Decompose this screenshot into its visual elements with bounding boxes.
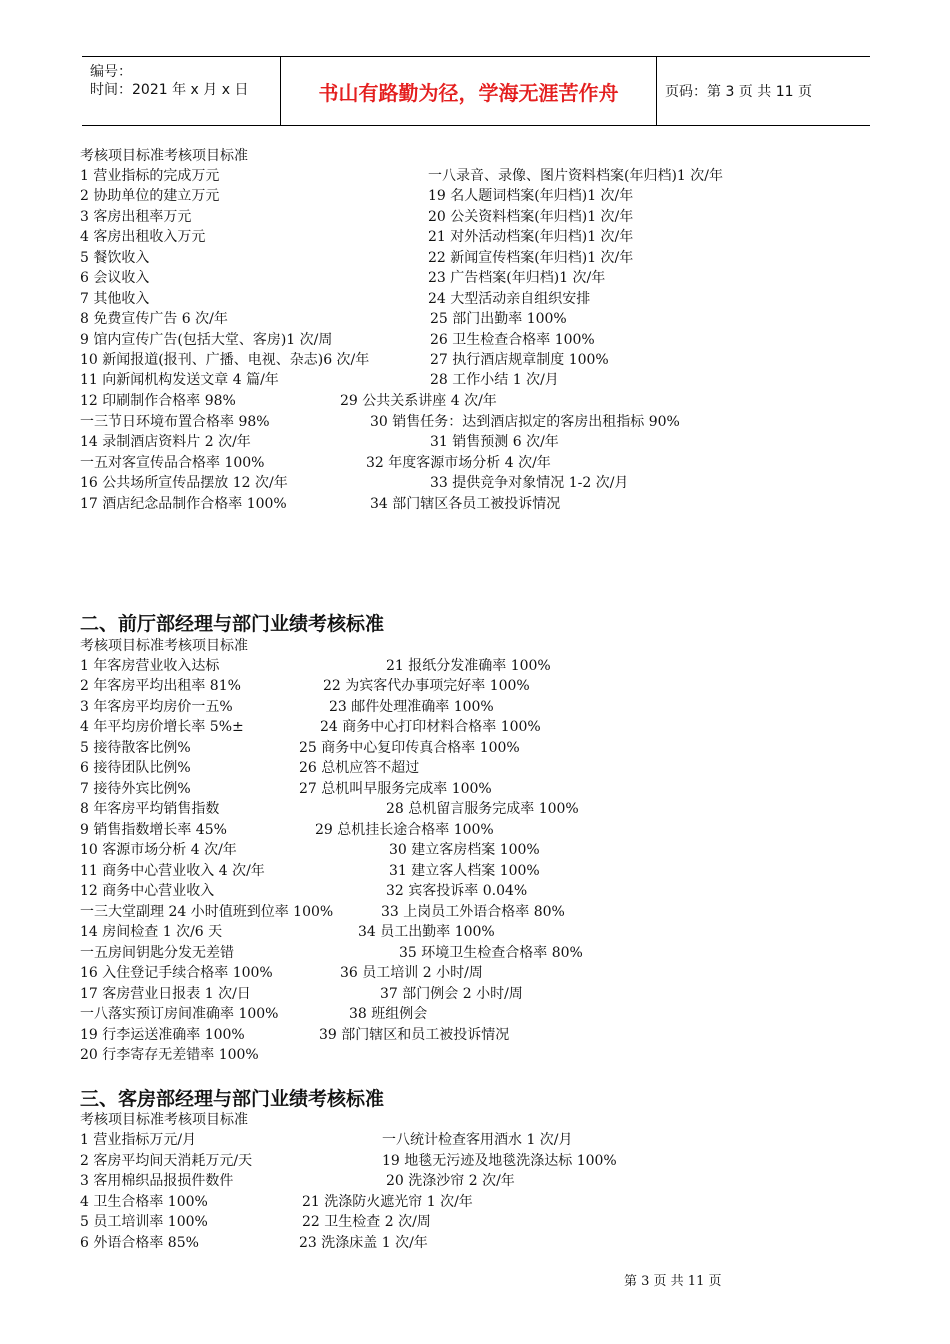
header-time: 时间：2021 年 x 月 x 日 <box>90 82 249 98</box>
s2-line: 17 客房营业日报表 1 次/日 <box>80 986 251 1002</box>
s1-line: 8 免费宣传广告 6 次/年 <box>80 311 228 327</box>
s1-line: 考核项目标准考核项目标准 <box>80 148 248 164</box>
page-header <box>82 56 870 126</box>
section-heading: 三、客房部经理与部门业绩考核标准 <box>80 1088 385 1110</box>
s2-line-right: 36 员工培训 2 小时/周 <box>340 965 483 981</box>
s1-line-right: 26 卫生检查合格率 100% <box>430 332 595 348</box>
s2-line: 8 年客房平均销售指数 <box>80 801 220 817</box>
s3-line: 5 员工培训率 100% <box>80 1214 208 1230</box>
s1-line-right: 23 广告档案(年归档)1 次/年 <box>428 270 606 286</box>
s1-line: 4 客房出租收入万元 <box>80 229 206 245</box>
s1-line-right: 28 工作小结 1 次/月 <box>430 372 559 388</box>
s2-line: 9 销售指数增长率 45% <box>80 822 227 838</box>
page-footer: 第 3 页 共 11 页 <box>624 1274 722 1289</box>
s2-line-right: 27 总机叫早服务完成率 100% <box>299 781 492 797</box>
s2-line: 一三大堂副理 24 小时值班到位率 100% <box>80 904 334 920</box>
s3-line: 考核项目标准考核项目标准 <box>80 1112 248 1128</box>
header-number: 编号： <box>90 64 132 80</box>
s1-line-right: 21 对外活动档案(年归档)1 次/年 <box>428 229 634 245</box>
s2-line: 一八落实预订房间准确率 100% <box>80 1006 279 1022</box>
s3-line-right: 23 洗涤床盖 1 次/年 <box>299 1235 428 1251</box>
s2-line-right: 21 报纸分发准确率 100% <box>386 658 551 674</box>
s2-line: 11 商务中心营业收入 4 次/年 <box>80 863 265 879</box>
s1-line-right: 30 销售任务：达到酒店拟定的客房出租指标 90% <box>370 414 680 430</box>
s2-line: 20 行李寄存无差错率 100% <box>80 1047 259 1063</box>
s2-line-right: 29 总机挂长途合格率 100% <box>315 822 494 838</box>
s2-line: 1 年客房营业收入达标 <box>80 658 220 674</box>
s3-line: 1 营业指标万元/月 <box>80 1132 197 1148</box>
s1-line-right: 34 部门辖区各员工被投诉情况 <box>370 496 561 512</box>
s3-line: 2 客房平均间天消耗万元/天 <box>80 1153 253 1169</box>
section-heading: 二、前厅部经理与部门业绩考核标准 <box>80 613 385 635</box>
s1-line-right: 22 新闻宣传档案(年归档)1 次/年 <box>428 250 634 266</box>
s3-line: 4 卫生合格率 100% <box>80 1194 208 1210</box>
s2-line-right: 28 总机留言服务完成率 100% <box>386 801 579 817</box>
s1-line-right: 33 提供竞争对象情况 1-2 次/月 <box>430 475 629 491</box>
s2-line-right: 38 班组例会 <box>349 1006 428 1022</box>
header-motto: 书山有路勤为径，学海无涯苦作舟 <box>281 57 657 125</box>
s1-line: 5 餐饮收入 <box>80 250 150 266</box>
s3-line: 6 外语合格率 85% <box>80 1235 199 1251</box>
s2-line-right: 23 邮件处理准确率 100% <box>329 699 494 715</box>
s2-line-right: 30 建立客房档案 100% <box>389 842 540 858</box>
s1-line: 11 向新闻机构发送文章 4 篇/年 <box>80 372 279 388</box>
s2-line: 16 入住登记手续合格率 100% <box>80 965 273 981</box>
s3-line-right: 一八统计检查客用酒水 1 次/月 <box>382 1132 573 1148</box>
header-page-number: 页码：第 3 页 共 11 页 <box>665 84 812 100</box>
s1-line-right: 20 公关资料档案(年归档)1 次/年 <box>428 209 634 225</box>
s2-line: 7 接待外宾比例% <box>80 781 191 797</box>
s2-line-right: 35 环境卫生检查合格率 80% <box>399 945 583 961</box>
s1-line: 16 公共场所宣传品摆放 12 次/年 <box>80 475 288 491</box>
s1-line: 10 新闻报道(报刊、广播、电视、杂志)6 次/年 <box>80 352 370 368</box>
s1-line-right: 29 公共关系讲座 4 次/年 <box>340 393 497 409</box>
s2-line-right: 24 商务中心打印材料合格率 100% <box>320 719 541 735</box>
s1-line: 6 会议收入 <box>80 270 150 286</box>
s1-line: 2 协助单位的建立万元 <box>80 188 220 204</box>
s2-line: 一五房间钥匙分发无差错 <box>80 945 234 961</box>
s2-line-right: 34 员工出勤率 100% <box>358 924 495 940</box>
s1-line-right: 31 销售预测 6 次/年 <box>430 434 559 450</box>
s2-line: 14 房间检查 1 次/6 天 <box>80 924 223 940</box>
s3-line-right: 21 洗涤防火遮光帘 1 次/年 <box>302 1194 473 1210</box>
s2-line-right: 22 为宾客代办事项完好率 100% <box>323 678 530 694</box>
s1-line-right: 24 大型活动亲自组织安排 <box>428 291 591 307</box>
s2-line-right: 25 商务中心复印传真合格率 100% <box>299 740 520 756</box>
s2-line-right: 31 建立客人档案 100% <box>389 863 540 879</box>
s1-line: 一三节日环境布置合格率 98% <box>80 414 270 430</box>
s2-line: 6 接待团队比例% <box>80 760 191 776</box>
s2-line: 2 年客房平均出租率 81% <box>80 678 241 694</box>
s1-line-right: 27 执行酒店规章制度 100% <box>430 352 609 368</box>
s1-line: 9 馆内宣传广告(包括大堂、客房)1 次/周 <box>80 332 333 348</box>
s3-line: 3 客用棉织品报损件数件 <box>80 1173 234 1189</box>
s3-line-right: 19 地毯无污迹及地毯洗涤达标 100% <box>382 1153 617 1169</box>
s1-line-right: 19 名人题词档案(年归档)1 次/年 <box>428 188 634 204</box>
s2-line-right: 39 部门辖区和员工被投诉情况 <box>319 1027 510 1043</box>
s2-line-right: 37 部门例会 2 小时/周 <box>380 986 523 1002</box>
s1-line: 1 营业指标的完成万元 <box>80 168 220 184</box>
s3-line-right: 22 卫生检查 2 次/周 <box>302 1214 431 1230</box>
s2-line: 19 行李运送准确率 100% <box>80 1027 245 1043</box>
s2-line: 4 年平均房价增长率 5%± <box>80 719 244 735</box>
s3-line-right: 20 洗涤沙帘 2 次/年 <box>386 1173 515 1189</box>
s2-line: 3 年客房平均房价一五% <box>80 699 233 715</box>
s1-line: 一五对客宣传品合格率 100% <box>80 455 265 471</box>
header-meta <box>82 57 281 125</box>
s2-line: 12 商务中心营业收入 <box>80 883 215 899</box>
s2-line-right: 33 上岗员工外语合格率 80% <box>381 904 565 920</box>
s1-line-right: 25 部门出勤率 100% <box>430 311 567 327</box>
s1-line-right: 32 年度客源市场分析 4 次/年 <box>366 455 551 471</box>
s2-line: 考核项目标准考核项目标准 <box>80 638 248 654</box>
s1-line: 12 印刷制作合格率 98% <box>80 393 236 409</box>
s1-line: 17 酒店纪念品制作合格率 100% <box>80 496 287 512</box>
s1-line: 3 客房出租率万元 <box>80 209 192 225</box>
s1-line-right: 一八录音、录像、图片资料档案(年归档)1 次/年 <box>428 168 723 184</box>
s2-line-right: 26 总机应答不超过 <box>299 760 420 776</box>
s2-line-right: 32 宾客投诉率 0.04% <box>386 883 528 899</box>
s2-line: 10 客源市场分析 4 次/年 <box>80 842 237 858</box>
s1-line: 7 其他收入 <box>80 291 150 307</box>
s1-line: 14 录制酒店资料片 2 次/年 <box>80 434 251 450</box>
s2-line: 5 接待散客比例% <box>80 740 191 756</box>
